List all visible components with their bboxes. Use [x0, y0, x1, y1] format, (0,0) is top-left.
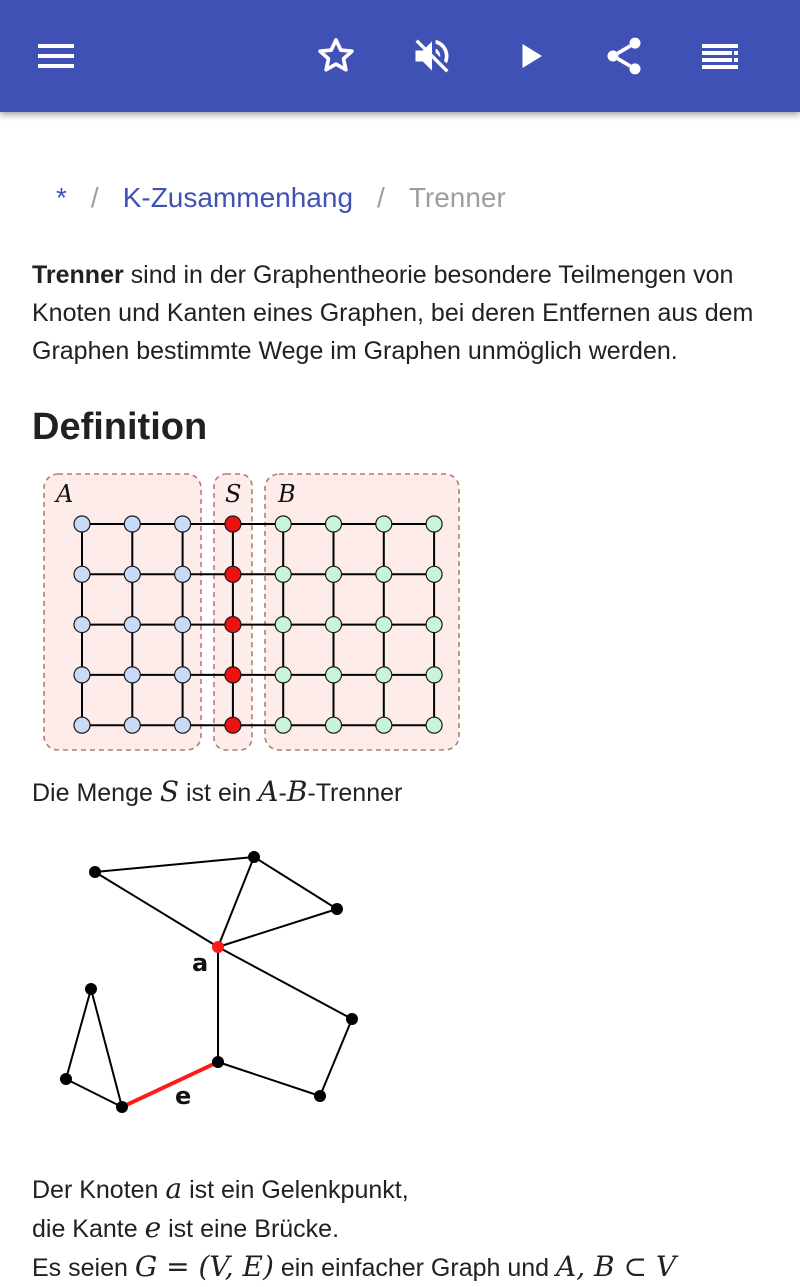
- grid-node-b: [426, 566, 442, 582]
- math-graph: G = (V, E): [134, 1250, 274, 1283]
- grid-node-s: [225, 667, 241, 683]
- intro-paragraph: [32, 256, 772, 370]
- share-icon: [602, 34, 646, 78]
- grid-node-b: [426, 617, 442, 633]
- caption-text: -: [278, 779, 287, 807]
- breadcrumb-separator: /: [377, 182, 385, 213]
- grid-node-a: [175, 667, 191, 683]
- grid-node-a: [74, 566, 90, 582]
- grid-node-a: [124, 617, 140, 633]
- figure1-caption: [32, 772, 402, 813]
- graph-node: [89, 866, 101, 878]
- math-b: B: [286, 775, 308, 808]
- grid-node-a: [124, 516, 140, 532]
- graph-nodes: [60, 851, 358, 1113]
- grid-node-b: [326, 516, 342, 532]
- bookmark-button[interactable]: [308, 28, 364, 84]
- grid-node-a: [74, 667, 90, 683]
- intro-term: Trenner: [32, 261, 124, 289]
- caption-line: [32, 1170, 792, 1209]
- play-icon: [512, 38, 548, 74]
- grid-node-b: [326, 617, 342, 633]
- graph-node: [346, 1013, 358, 1025]
- grid-node-a: [74, 617, 90, 633]
- grid-node-b: [326, 667, 342, 683]
- graph-node: [331, 903, 343, 915]
- caption-text: ein einfacher Graph und: [273, 1254, 557, 1282]
- grid-node-b: [426, 516, 442, 532]
- caption-text: ist ein: [179, 779, 259, 807]
- playlist-icon: [700, 41, 740, 71]
- graph-node: [116, 1101, 128, 1113]
- graph-node: [85, 983, 97, 995]
- math-a: a: [165, 1172, 183, 1205]
- region-s-label: S: [225, 480, 242, 508]
- grid-node-s: [225, 617, 241, 633]
- menu-button[interactable]: [28, 28, 84, 84]
- breadcrumb-parent-link[interactable]: K-Zusammenhang: [122, 182, 354, 213]
- grid-node-b: [275, 667, 291, 683]
- app-bar: [0, 0, 800, 112]
- caption-text: Die Menge: [32, 779, 160, 807]
- grid-node-a: [74, 717, 90, 733]
- graph-edges: [66, 857, 352, 1107]
- grid-node-b: [326, 566, 342, 582]
- grid-node-b: [426, 717, 442, 733]
- graph-node: [314, 1090, 326, 1102]
- mute-button[interactable]: [404, 28, 460, 84]
- grid-node-b: [275, 717, 291, 733]
- menu-icon: [36, 41, 76, 71]
- caption-text: -Trenner: [307, 779, 403, 807]
- region-a-box: [44, 474, 201, 750]
- grid-node-s: [225, 566, 241, 582]
- caption-line: [32, 1248, 792, 1287]
- contents-button[interactable]: [692, 28, 748, 84]
- grid-node-b: [376, 667, 392, 683]
- bridge-edge-e: [122, 1062, 218, 1107]
- grid-node-s: [225, 516, 241, 532]
- grid-node-a: [124, 667, 140, 683]
- section-heading: Definition: [32, 406, 208, 448]
- articulation-bridge-figure: [40, 834, 380, 1154]
- math-subsets: A, B ⊂ V: [556, 1250, 677, 1283]
- figure2-caption: [32, 1170, 792, 1287]
- grid-node-a: [175, 516, 191, 532]
- region-b-label: B: [278, 480, 296, 508]
- math-a: A: [258, 775, 279, 808]
- grid-node-b: [376, 617, 392, 633]
- grid-node-b: [275, 617, 291, 633]
- grid-node-a: [124, 717, 140, 733]
- volume-off-icon: [410, 34, 454, 78]
- caption-text: ist ein Gelenkpunkt,: [182, 1176, 409, 1204]
- region-a-label: A: [56, 480, 74, 508]
- graph-node: [212, 1056, 224, 1068]
- graph-node: [60, 1073, 72, 1085]
- region-b-box: [265, 474, 459, 750]
- intro-text: sind in der Graphentheorie besondere Teilmengen von Knoten und Kanten eines Graphen, bei deren Entfernen aus dem Graphen bestimmte Wege im Graphen unmöglich werden.: [32, 261, 754, 365]
- grid-node-a: [175, 717, 191, 733]
- star-outline-icon: [314, 34, 358, 78]
- edge-label-e: e: [175, 1082, 192, 1110]
- grid-node-a: [175, 617, 191, 633]
- grid-node-b: [326, 717, 342, 733]
- grid-node-b: [275, 566, 291, 582]
- grid-node-b: [275, 516, 291, 532]
- grid-node-b: [376, 566, 392, 582]
- grid-node-s: [225, 717, 241, 733]
- play-button[interactable]: [502, 28, 558, 84]
- caption-line: [32, 1209, 792, 1248]
- grid-node-b: [426, 667, 442, 683]
- share-button[interactable]: [596, 28, 652, 84]
- breadcrumb: [32, 178, 506, 218]
- breadcrumb-root-link[interactable]: *: [56, 182, 67, 213]
- math-s: S: [159, 775, 180, 808]
- caption-text: Der Knoten: [32, 1176, 166, 1204]
- grid-node-a: [124, 566, 140, 582]
- node-label-a: a: [192, 949, 209, 977]
- math-e: e: [144, 1211, 162, 1244]
- caption-text: die Kante: [32, 1215, 145, 1243]
- grid-node-b: [376, 516, 392, 532]
- articulation-node-a: [212, 941, 224, 953]
- grid-node-a: [74, 516, 90, 532]
- caption-text: ist eine Brücke.: [161, 1215, 340, 1243]
- breadcrumb-separator: /: [90, 182, 99, 213]
- separator-grid-figure: [38, 468, 468, 758]
- grid-node-b: [376, 717, 392, 733]
- caption-text: Es seien: [32, 1254, 135, 1282]
- graph-node: [248, 851, 260, 863]
- breadcrumb-current: Trenner: [408, 182, 506, 213]
- grid-node-a: [175, 566, 191, 582]
